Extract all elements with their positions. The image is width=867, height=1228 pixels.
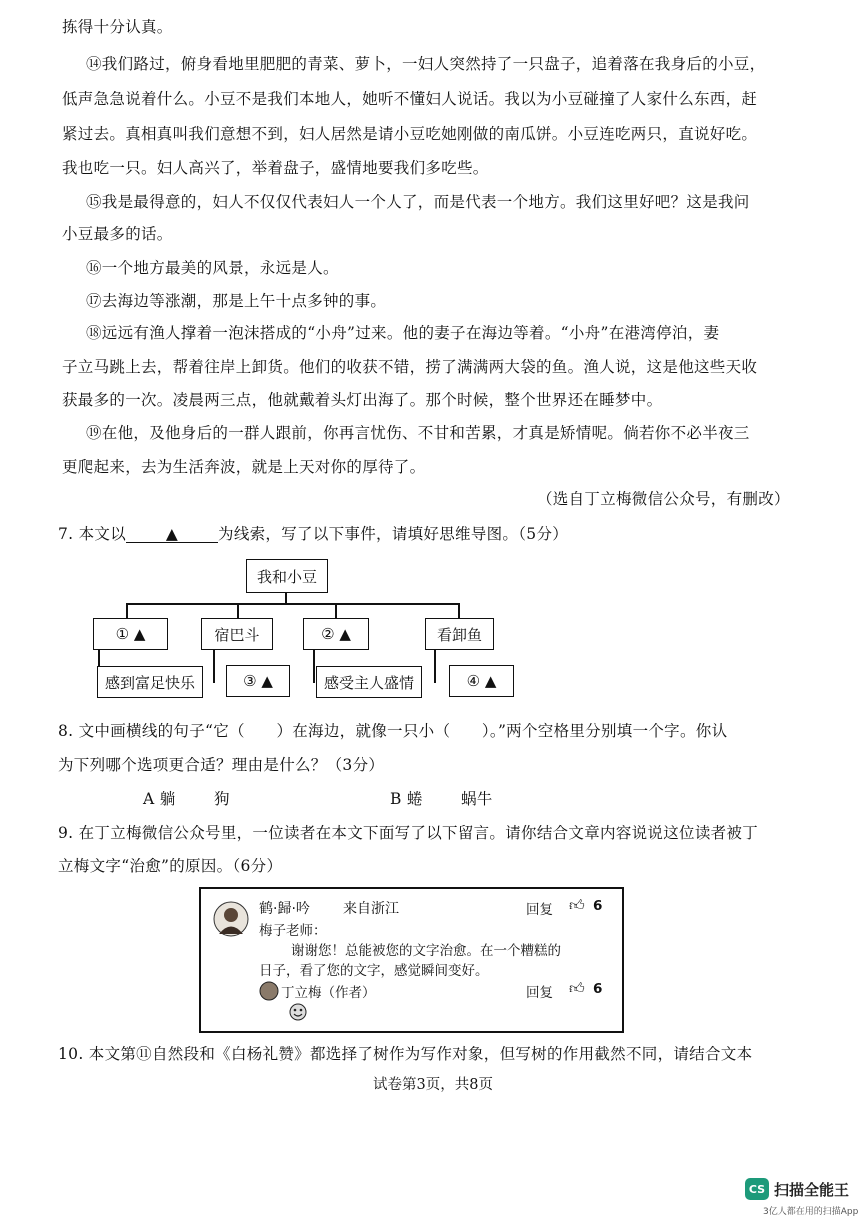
mindmap-event-4: 看卸鱼 (425, 618, 494, 650)
thumbs-up-icon[interactable]: 👍︎ (569, 979, 585, 997)
question-7-prefix: 7. 本文以 (58, 525, 127, 543)
like-count: 6 (593, 898, 603, 914)
scanner-tagline: 3亿人都在用的扫描App (763, 1207, 859, 1217)
mindmap-feeling-4[interactable]: ④ ▲ (449, 665, 514, 697)
article-line: ⑱远远有渔人撑着一泡沫搭成的“小舟”过来。他的妻子在海边等着。“小舟”在港湾停泊，妻 (86, 324, 720, 342)
article-line: ⑯一个地方最美的风景，永远是人。 (86, 259, 339, 277)
emoji-icon (289, 1003, 307, 1021)
option-a-label[interactable]: A 躺 (143, 790, 176, 808)
mindmap-connector (434, 649, 436, 683)
like-count-2: 6 (593, 981, 603, 997)
mindmap-root: 我和小豆 (246, 559, 328, 593)
article-line: ⑮我是最得意的，妇人不仅仅代表妇人一个人了，而是代表一个地方。我们这里好吧？这是我问 (86, 193, 750, 211)
mindmap-feeling-2[interactable]: ③ ▲ (226, 665, 290, 697)
article-line: 子立马跳上去，帮着往岸上卸货。他们的收获不错，捞了满满两大袋的鱼。渔人说，这是他这些天收 (62, 358, 758, 376)
mindmap-feeling-3: 感受主人盛情 (316, 666, 422, 698)
reader-comment-box (199, 887, 624, 1033)
option-b-word: 蜗牛 (461, 790, 493, 808)
article-line: 紧过去。真相真叫我们意想不到，妇人居然是请小豆吃她刚做的南瓜饼。小豆连吃两只，直说好吃。 (62, 125, 758, 143)
question-8-line2: 为下列哪个选项更合适？理由是什么？（3分） (58, 756, 385, 774)
comment-location: 来自浙江 (343, 901, 399, 917)
article-line: ⑲在他，及他身后的一群人跟前，你再言忧伤、不甘和苦累，才真是矫情呢。倘若你不必半夜三 (86, 424, 750, 442)
article-source: （选自丁立梅微信公众号，有删改） (537, 490, 790, 508)
article-line: 低声急急说着什么。小豆不是我们本地人，她听不懂妇人说话。我以为小豆碰撞了人家什么东西，赶 (62, 90, 758, 108)
mindmap-event-3[interactable]: ② ▲ (303, 618, 369, 650)
mindmap-connector (213, 649, 215, 683)
mindmap-feeling-1: 感到富足快乐 (97, 666, 203, 698)
user-avatar-icon (213, 901, 249, 937)
scanner-app-name: 扫描全能王 (774, 1181, 850, 1199)
question-9-line1: 9. 在丁立梅微信公众号里，一位读者在本文下面写了以下留言。请你结合文章内容说说这位读者被丁 (58, 824, 759, 842)
reply-button[interactable]: 回复 (526, 902, 553, 918)
article-line: 小豆最多的话。 (62, 225, 173, 243)
author-avatar-icon (259, 981, 279, 1001)
article-line: 更爬起来，去为生活奔波，就是上天对你的厚待了。 (62, 458, 426, 476)
mindmap-connector (126, 603, 128, 618)
question-9-line2: 立梅文字“治愈”的原因。（6分） (58, 857, 283, 875)
question-7 (58, 522, 568, 544)
option-b-label[interactable]: B 蜷 (390, 790, 423, 808)
mindmap-connector (126, 603, 459, 605)
mindmap-connector (313, 649, 315, 683)
article-line: 获最多的一次。凌晨两三点，他就戴着头灯出海了。那个时候，整个世界还在睡梦中。 (62, 391, 663, 409)
article-line: ⑭我们路过，俯身看地里肥肥的青菜、萝卜，一妇人突然持了一只盘子，追着落在我身后的小豆， (86, 55, 766, 73)
question-8-line1: 8. 文中画横线的句子“它（ ）在海边，就像一只小（ ）。”两个空格里分别填一个字。你认 (58, 722, 728, 740)
article-line: 拣得十分认真。 (62, 18, 173, 36)
mindmap-connector (335, 603, 337, 618)
thumbs-up-icon[interactable]: 👍︎ (569, 896, 585, 914)
camscanner-logo-icon: CS (745, 1178, 769, 1200)
author-name: 丁立梅（作者） (281, 985, 376, 1001)
question-10-line1: 10. 本文第⑪自然段和《白杨礼赞》都选择了树作为写作对象，但写树的作用截然不同，请结合文本 (58, 1045, 753, 1063)
comment-text-line2: 日子，看了您的文字，感觉瞬间变好。 (259, 963, 489, 979)
question-7-blank[interactable]: ▲ (126, 526, 218, 543)
mindmap-connector (237, 603, 239, 618)
option-a-word: 狗 (214, 790, 230, 808)
article-line: 我也吃一只。妇人高兴了，举着盘子，盛情地要我们多吃些。 (62, 159, 489, 177)
mindmap-event-1[interactable]: ① ▲ (93, 618, 168, 650)
question-7-suffix: 为线索，写了以下事件，请填好思维导图。（5分） (218, 525, 569, 543)
comment-greeting: 梅子老师： (259, 923, 327, 939)
comment-text-line1: 谢谢您！总能被您的文字治愈。在一个糟糕的 (291, 943, 561, 959)
page-footer: 试卷第3页，共8页 (373, 1077, 493, 1093)
mindmap-connector (458, 603, 460, 618)
comment-username: 鹤·歸·吟 (259, 901, 310, 917)
article-line: ⑰去海边等涨潮，那是上午十点多钟的事。 (86, 292, 387, 310)
mindmap-event-2: 宿巴斗 (201, 618, 273, 650)
reply-button-2[interactable]: 回复 (526, 985, 553, 1001)
